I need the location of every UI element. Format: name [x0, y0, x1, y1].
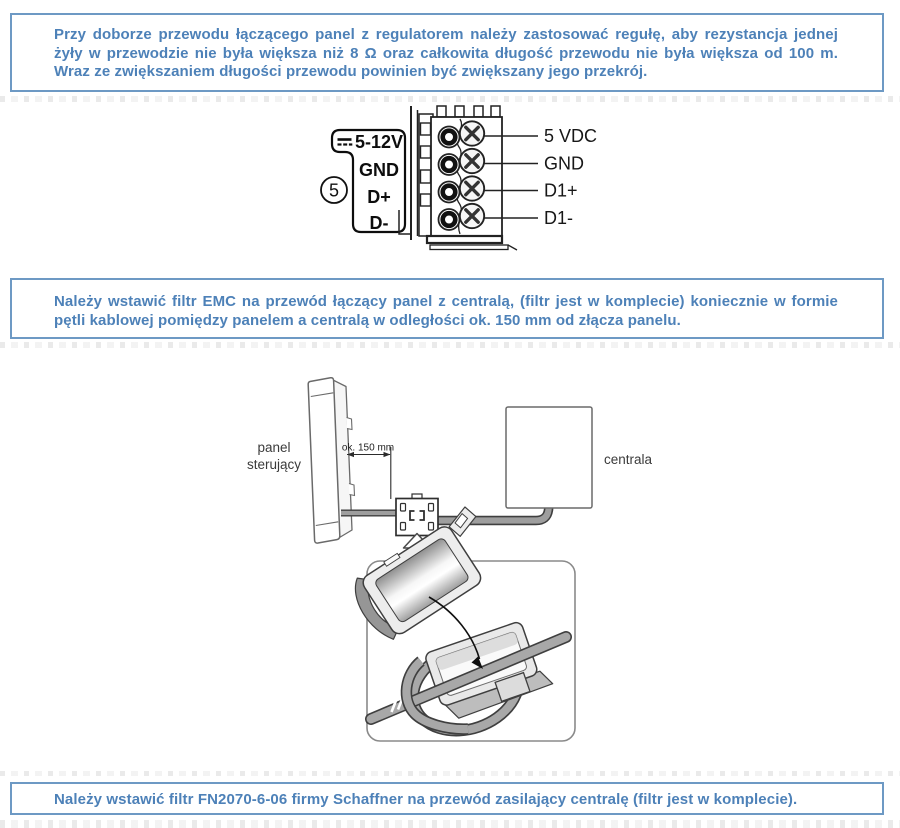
scan-artifact-band — [0, 771, 900, 776]
terminal-label-d1plus: D1+ — [544, 180, 578, 201]
terminal-label-gnd: GND — [544, 153, 584, 174]
plug-row-gnd: GND — [359, 160, 399, 180]
terminal-screw — [460, 176, 484, 200]
terminal-screw — [460, 204, 484, 228]
panel-label-line2: sterujący — [246, 457, 302, 472]
note-box-1 — [10, 13, 884, 92]
centrala-box-drawing — [506, 407, 592, 508]
plug-row-dplus: D+ — [367, 187, 391, 207]
wire-hole — [439, 154, 460, 175]
connector-figure — [298, 98, 644, 258]
terminal-screw — [460, 149, 484, 173]
plug-power-label: 5-12V — [354, 132, 403, 152]
note-text-3: Należy wstawić filtr FN2070-6-06 firmy Schaffner na przewód zasilający centralę (filtr jest w komplecie). — [54, 791, 798, 808]
step-number-badge — [321, 177, 347, 203]
terminal-screw — [460, 121, 484, 145]
installation-figure — [238, 368, 680, 748]
wire-hole — [439, 182, 460, 203]
control-panel-drawing — [308, 378, 354, 543]
note-text-1: Przy doborze przewodu łączącego panel z regulatorem należy zastosować regułę, aby rezystancja jednej żyły w przewodzie nie była większa niż 8 Ω oraz całkowita długość przewodu nie była większa od 100 m. Wraz ze zwiększaniem długości przewodu powinien być zwiększany jego przekrój. — [54, 26, 838, 80]
terminal-label-5vdc: 5 VDC — [544, 126, 598, 146]
note-text-2: Należy wstawić filtr EMC na przewód łączący panel z centralą, (filtr jest w komplecie) koniecznie w formie pętli kablowej pomiędzy panelem a centralą w odległości ok. 150 mm od złącza panelu. — [54, 293, 838, 329]
scan-artifact-band — [0, 820, 900, 828]
terminal-block — [399, 106, 517, 250]
note-box-2 — [10, 278, 884, 339]
terminal-label-d1minus: D1- — [544, 208, 574, 228]
wire-hole — [439, 209, 460, 230]
note-box-3 — [10, 782, 884, 815]
wire-hole — [439, 127, 460, 148]
panel-label-line1: panel — [257, 440, 291, 455]
step-number: 5 — [328, 180, 340, 201]
centrala-label: centrala — [604, 452, 653, 467]
dimension-label: ok. 150 mm — [341, 442, 395, 454]
plug-row-dminus: D- — [369, 213, 389, 233]
scan-artifact-band — [0, 342, 900, 348]
